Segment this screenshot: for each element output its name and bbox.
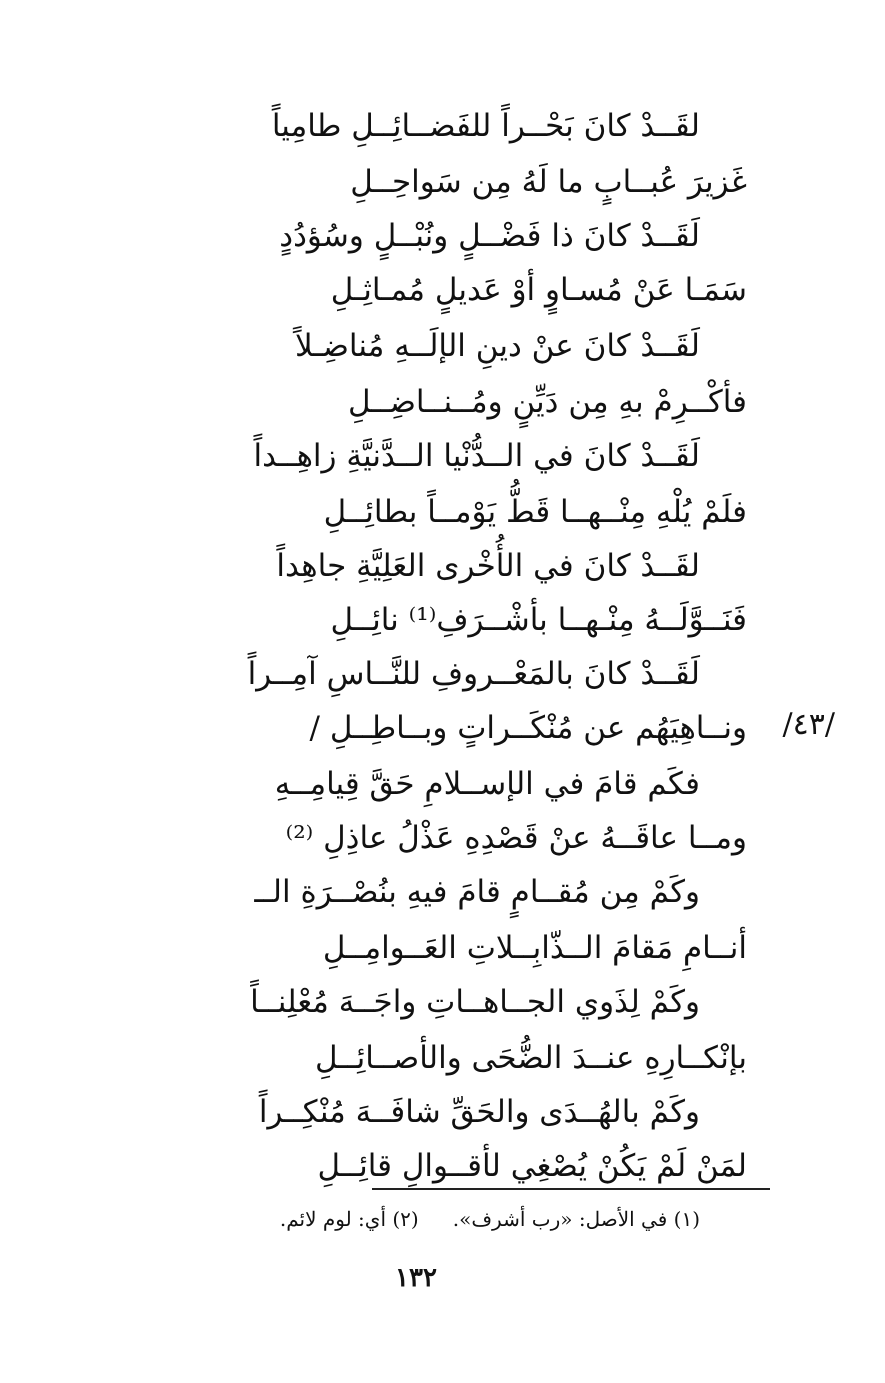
verse-line: أنــامِ مَقامَ الــذّابِــلاتِ العَــوامِــلِ bbox=[322, 930, 747, 966]
footnote-1: (١) في الأصل: «رب أشرف». bbox=[452, 1207, 700, 1231]
verse-line: فَنَــوَّلَــهُ مِنْـهــا بأشْــرَفِ⁽¹⁾ نائِــلِ bbox=[330, 602, 747, 638]
verse-line: لمَنْ لَمْ يَكُنْ يُصْغِي لأقــوالِ قائِــلِ bbox=[317, 1148, 747, 1184]
verse-line: لَقَــدْ كانَ ذا فَضْــلٍ ونُبْــلٍ وسُؤدُدٍ bbox=[279, 218, 700, 254]
footnote-divider bbox=[372, 1188, 770, 1190]
verse-line: وكَمْ لِذَوي الجــاهــاتِ واجَــهَ مُعْلِنــاً bbox=[250, 984, 700, 1020]
verse-line: ونــاهِيَهُم عن مُنْكَــراتٍ وبــاطِــلِ / bbox=[309, 710, 747, 746]
footnote-2: (٢) أي: لوم لائم. bbox=[279, 1207, 419, 1231]
page-number: ١٣٢ bbox=[395, 1263, 437, 1293]
verse-line: لَقَــدْ كانَ بالمَعْــروفِ للنَّــاسِ آمِــراً bbox=[247, 656, 700, 692]
verse-line: فأكْــرِمْ بهِ مِن دَيِّنٍ ومُــنــاضِــلِ bbox=[347, 384, 747, 420]
verse-line: بإنْكــارِهِ عنــدَ الضُّحَى والأصــائِــلِ bbox=[315, 1040, 747, 1076]
verse-line: وكَمْ بالهُــدَى والحَقِّ شافَــهَ مُنْكِــراً bbox=[258, 1094, 700, 1130]
verse-line: ومــا عاقَــهُ عنْ قَصْدِهِ عَذْلُ عاذِلِ ⁽²⁾ bbox=[285, 820, 747, 856]
verse-line: لقَــدْ كانَ في الأُخْرى العَلِيَّةِ جاهِداً bbox=[276, 548, 700, 584]
verse-line: لَقَــدْ كانَ عنْ دينِ الإلَــهِ مُناضِـلاً bbox=[295, 328, 700, 364]
verse-line: غَزيرَ عُبــابٍ ما لَهُ مِن سَواحِــلِ bbox=[350, 164, 747, 200]
verse-line: لَقَــدْ كانَ في الــدُّنْيا الــدَّنيَّةِ زاهِــداً bbox=[253, 438, 700, 474]
footnotes bbox=[246, 1203, 700, 1235]
verse-line: فلَمْ يُلْهِ مِنْــهــا قَطُّ يَوْمــاً بطائِــلِ bbox=[323, 494, 747, 530]
verse-line: وكَمْ مِن مُقــامٍ قامَ فيهِ بنُصْــرَةِ الــ bbox=[254, 874, 700, 910]
verse-line: لقَــدْ كانَ بَحْــراً للفَضــائِــلِ طامِياً bbox=[271, 108, 700, 144]
folio-reference: /٤٣/ bbox=[782, 707, 835, 742]
verse-line: سَمَـا عَنْ مُسـاوٍ أوْ عَديلٍ مُمـاثِـلِ bbox=[330, 272, 747, 308]
verse-line: فكَم قامَ في الإســلامِ حَقَّ قِيامِــهِ bbox=[274, 766, 700, 802]
